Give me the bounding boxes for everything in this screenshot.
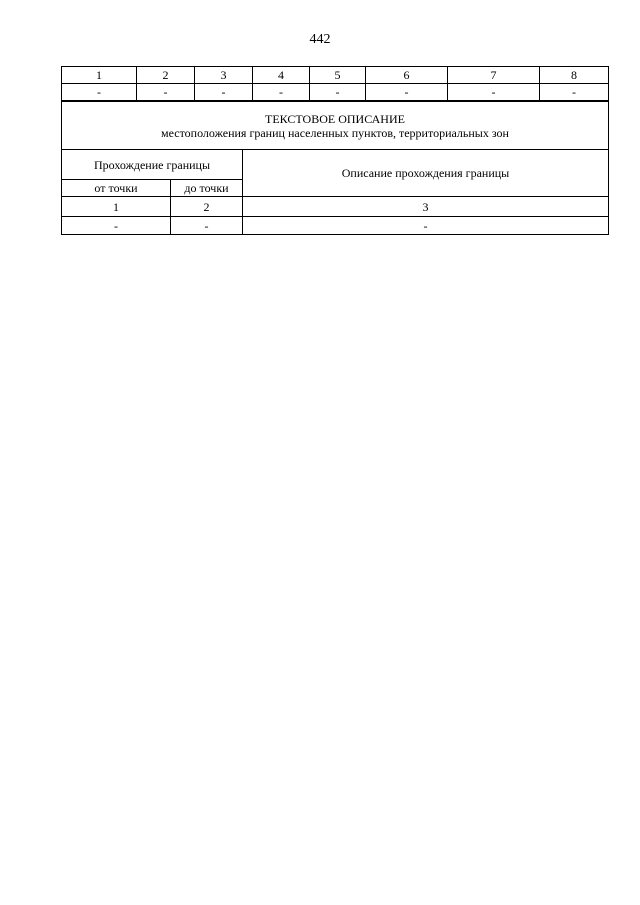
column-number: 6 xyxy=(366,67,448,84)
description-title-row xyxy=(62,102,609,150)
table-cell: - xyxy=(171,217,243,235)
column-number: 8 xyxy=(540,67,609,84)
column-number: 3 xyxy=(243,197,609,217)
description-subtitle: местоположения границ населенных пунктов, территориальных зон xyxy=(161,125,509,140)
boundary-description-table xyxy=(61,101,609,235)
description-title: ТЕКСТОВОЕ ОПИСАНИЕ xyxy=(265,111,405,126)
table-cell: - xyxy=(195,84,253,101)
table-cell: - xyxy=(448,84,540,101)
page-number: 442 xyxy=(309,32,331,47)
coordinates-table xyxy=(61,66,609,101)
column-number: 4 xyxy=(253,67,310,84)
column-number: 2 xyxy=(171,197,243,217)
table-cell: - xyxy=(137,84,195,101)
to-point-header: до точки xyxy=(171,180,243,197)
column-number: 7 xyxy=(448,67,540,84)
column-number: 3 xyxy=(195,67,253,84)
table-cell: - xyxy=(62,217,171,235)
description-header-row xyxy=(62,150,609,180)
column-number: 1 xyxy=(62,67,137,84)
from-point-header: от точки xyxy=(62,180,171,197)
table-cell: - xyxy=(366,84,448,101)
table-cell: - xyxy=(243,217,609,235)
coordinates-header-row xyxy=(62,67,609,84)
description-number-row xyxy=(62,197,609,217)
description-title-cell xyxy=(62,102,609,150)
table-cell: - xyxy=(310,84,366,101)
table-cell: - xyxy=(62,84,137,101)
description-header: Описание прохождения границы xyxy=(243,150,609,197)
column-number: 1 xyxy=(62,197,171,217)
table-row xyxy=(62,84,609,101)
table-row xyxy=(62,217,609,235)
table-cell: - xyxy=(540,84,609,101)
passage-header: Прохождение границы xyxy=(62,150,243,180)
column-number: 5 xyxy=(310,67,366,84)
table-cell: - xyxy=(253,84,310,101)
column-number: 2 xyxy=(137,67,195,84)
